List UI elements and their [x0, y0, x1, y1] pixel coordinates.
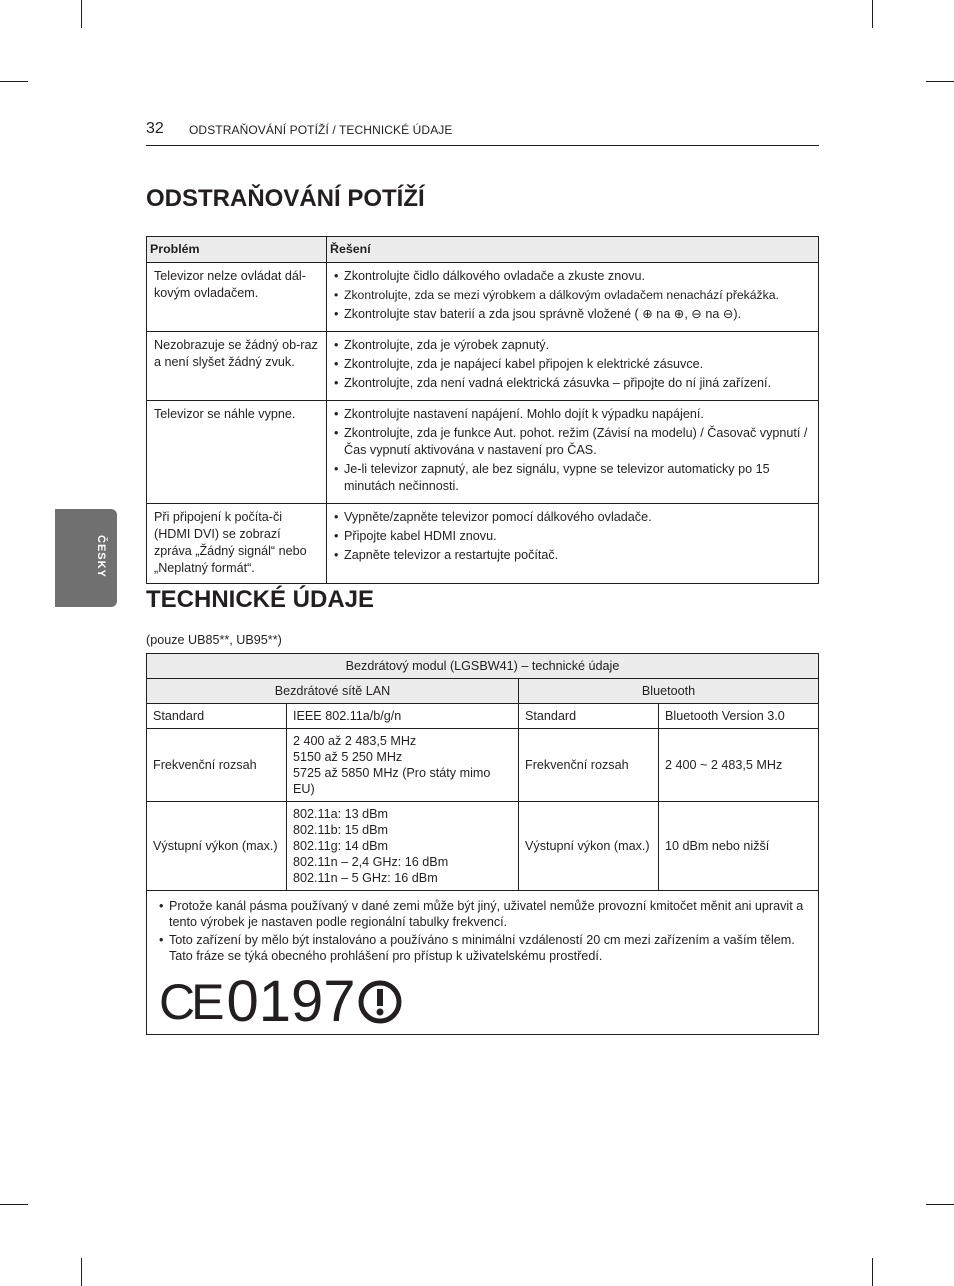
- spec-label: Výstupní výkon (max.): [519, 802, 659, 891]
- problem-cell: Při připojení k počíta-či (HDMI DVI) se zobrazí zpráva „Žádný signál“ nebo „Neplatný formát“.: [147, 504, 327, 584]
- crop-mark: [81, 0, 82, 28]
- spec-value: 2 400 ~ 2 483,5 MHz: [659, 729, 819, 802]
- solution-cell: [327, 504, 819, 584]
- table-row: [147, 729, 819, 802]
- solution-item: • Zkontrolujte, zda je výrobek zapnutý.: [334, 337, 812, 354]
- solution-item: • Vypněte/zapněte televizor pomocí dálkového ovladače.: [334, 509, 812, 526]
- spec-notes-cell: [147, 891, 819, 1035]
- solution-item: • Zkontrolujte, zda je funkce Aut. pohot. režim (Závisí na modelu) / Časovač vypnutí / Čas vypnutí aktivována v nastavení pro ČAS.: [334, 425, 812, 459]
- table-row: [147, 332, 819, 401]
- ce-mark-logo: CE: [159, 974, 221, 1030]
- solution-item: • Zkontrolujte čidlo dálkového ovladače a zkuste znovu.: [334, 268, 812, 285]
- column-header-solution: Řešení: [327, 237, 819, 263]
- table-row: [147, 263, 819, 332]
- ce-notified-body-number: 0197: [226, 969, 356, 1034]
- crop-mark: [0, 1204, 28, 1205]
- crop-mark: [872, 1258, 873, 1286]
- language-tab-label: ČESKY: [95, 535, 107, 578]
- table-row: [147, 401, 819, 504]
- column-header-problem: Problém: [147, 237, 327, 263]
- solution-cell: [327, 401, 819, 504]
- solution-item: • Zkontrolujte, zda není vadná elektrická zásuvka – připojte do ní jiná zařízení.: [334, 375, 812, 392]
- solution-item: • Zkontrolujte nastavení napájení. Mohlo dojít k výpadku napájení.: [334, 406, 812, 423]
- solution-item: • Zkontrolujte stav baterií a zda jsou správně vložené ( ⊕ na ⊕, ⊖ na ⊖).: [334, 306, 812, 323]
- problem-cell: Televizor se náhle vypne.: [147, 401, 327, 504]
- solution-cell: [327, 263, 819, 332]
- crop-mark: [872, 0, 873, 28]
- crop-mark: [0, 81, 28, 82]
- ce-marking: [159, 970, 810, 1034]
- spec-note-item: • Toto zařízení by mělo být instalováno a používáno s minimální vzdáleností 20 cm mezi zařízením a vaším tělem. Tato fráze se týká obecného prohlášení pro přístup k uživatelskému prostředí.: [159, 932, 810, 964]
- problem-cell: Televizor nelze ovládat dál-kovým ovladačem.: [147, 263, 327, 332]
- solution-item: • Zapněte televizor a restartujte počítač.: [334, 547, 812, 564]
- spec-value: 2 400 až 2 483,5 MHz 5150 až 5 250 MHz 5725 až 5850 MHz (Pro státy mimo EU): [287, 729, 519, 802]
- group-header-bluetooth: Bluetooth: [519, 679, 819, 704]
- troubleshooting-table: [146, 236, 819, 584]
- language-tab: [55, 509, 117, 607]
- table-row: [147, 891, 819, 1035]
- spec-label: Frekvenční rozsah: [147, 729, 287, 802]
- table-header-row: [147, 237, 819, 263]
- spec-value: 802.11a: 13 dBm 802.11b: 15 dBm 802.11g: 14 dBm 802.11n – 2,4 GHz: 16 dBm 802.11n – 5 GHz: 16 dBm: [287, 802, 519, 891]
- troubleshooting-heading: ODSTRAŇOVÁNÍ POTÍŽÍ: [146, 185, 425, 212]
- page-number: 32: [146, 120, 164, 137]
- spec-label: Frekvenční rozsah: [519, 729, 659, 802]
- spec-table-title: Bezdrátový modul (LGSBW41) – technické údaje: [147, 654, 819, 679]
- model-note: (pouze UB85**, UB95**): [146, 633, 282, 647]
- problem-cell: Nezobrazuje se žádný ob-raz a není slyšet žádný zvuk.: [147, 332, 327, 401]
- spec-value: Bluetooth Version 3.0: [659, 704, 819, 729]
- spec-table: [146, 653, 819, 1035]
- table-row: [147, 504, 819, 584]
- spec-label: Standard: [519, 704, 659, 729]
- spec-label: Standard: [147, 704, 287, 729]
- solution-item: • Zkontrolujte, zda se mezi výrobkem a dálkovým ovladačem nenachází překážka.: [334, 287, 812, 304]
- crop-mark: [926, 81, 954, 82]
- table-row: [147, 802, 819, 891]
- solution-item: • Zkontrolujte, zda je napájecí kabel připojen k elektrické zásuvce.: [334, 356, 812, 373]
- table-row: [147, 654, 819, 679]
- table-row: [147, 704, 819, 729]
- running-title: ODSTRAŇOVÁNÍ POTÍŽÍ / TECHNICKÉ ÚDAJE: [189, 123, 453, 137]
- group-header-lan: Bezdrátové sítě LAN: [147, 679, 519, 704]
- spec-label: Výstupní výkon (max.): [147, 802, 287, 891]
- crop-mark: [81, 1258, 82, 1286]
- solution-cell: [327, 332, 819, 401]
- spec-value: IEEE 802.11a/b/g/n: [287, 704, 519, 729]
- spec-note-item: • Protože kanál pásma používaný v dané zemi může být jiný, uživatel nemůže provozní kmitočet měnit ani upravit a tento výrobek je nastaven podle regionální tabulky frekvencí.: [159, 898, 810, 930]
- solution-item: • Připojte kabel HDMI znovu.: [334, 528, 812, 545]
- page-header: [146, 120, 819, 146]
- crop-mark: [926, 1204, 954, 1205]
- solution-item: • Je-li televizor zapnutý, ale bez signálu, vypne se televizor automaticky po 15 minutách nečinnosti.: [334, 461, 812, 495]
- alert-icon: [358, 980, 402, 1024]
- specs-heading: TECHNICKÉ ÚDAJE: [146, 586, 375, 613]
- table-row: [147, 679, 819, 704]
- spec-value: 10 dBm nebo nižší: [659, 802, 819, 891]
